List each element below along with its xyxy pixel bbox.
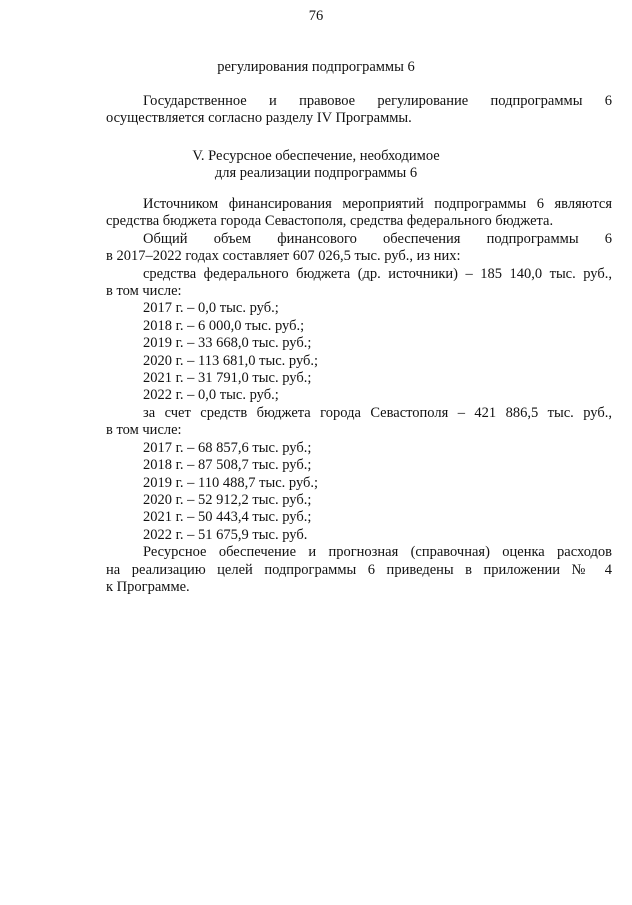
federal-budget-line: в том числе: — [106, 283, 182, 300]
city-budget-line: в том числе: — [106, 422, 182, 439]
federal-year-item: 2019 г. – 33 668,0 тыс. руб.; — [143, 335, 312, 352]
city-year-item: 2021 г. – 50 443,4 тыс. руб.; — [143, 509, 312, 526]
federal-year-item: 2017 г. – 0,0 тыс. руб.; — [143, 300, 279, 317]
paragraph-line: Общий объем финансового обеспечения подпрограммы 6 — [143, 230, 612, 247]
federal-year-item: 2022 г. – 0,0 тыс. руб.; — [143, 387, 279, 404]
paragraph-line: в 2017–2022 годах составляет 607 026,5 тыс. руб., из них: — [106, 248, 461, 265]
federal-year-item: 2018 г. – 6 000,0 тыс. руб.; — [143, 317, 305, 334]
city-budget-line: за счет средств бюджета города Севастополя – 421 886,5 тыс. руб., — [143, 404, 612, 421]
paragraph-line: Государственное и правовое регулирование подпрограммы 6 — [143, 93, 612, 109]
city-year-item: 2022 г. – 51 675,9 тыс. руб. — [143, 526, 308, 543]
paragraph-line: осуществляется согласно разделу IV Программы. — [106, 110, 412, 127]
paragraph-line: на реализацию целей подпрограммы 6 приведены в приложении № 4 — [106, 561, 612, 578]
section-heading-line-1: V. Ресурсное обеспечение, необходимое — [192, 148, 440, 164]
paragraph-line: средства бюджета города Севастополя, средства федерального бюджета. — [106, 213, 554, 230]
paragraph-line: Источником финансирования мероприятий подпрограммы 6 являются — [143, 196, 612, 212]
city-year-item: 2018 г. – 87 508,7 тыс. руб.; — [143, 457, 312, 474]
paragraph-line: Ресурсное обеспечение и прогнозная (справочная) оценка расходов — [143, 544, 612, 561]
heading-continuation: регулирования подпрограммы 6 — [217, 59, 415, 75]
city-year-item: 2017 г. – 68 857,6 тыс. руб.; — [143, 439, 312, 456]
section-heading-line-2: для реализации подпрограммы 6 — [214, 165, 418, 181]
federal-year-item: 2021 г. – 31 791,0 тыс. руб.; — [143, 370, 312, 387]
main-text-block — [106, 196, 612, 596]
city-year-item: 2019 г. – 110 488,7 тыс. руб.; — [143, 474, 319, 491]
page-number: 76 — [308, 8, 324, 24]
city-year-item: 2020 г. – 52 912,2 тыс. руб.; — [143, 491, 312, 508]
federal-budget-line: средства федерального бюджета (др. источники) – 185 140,0 тыс. руб., — [143, 265, 612, 282]
paragraph-line: к Программе. — [106, 578, 190, 595]
federal-year-item: 2020 г. – 113 681,0 тыс. руб.; — [143, 352, 319, 369]
paragraph-regulation — [106, 93, 612, 128]
